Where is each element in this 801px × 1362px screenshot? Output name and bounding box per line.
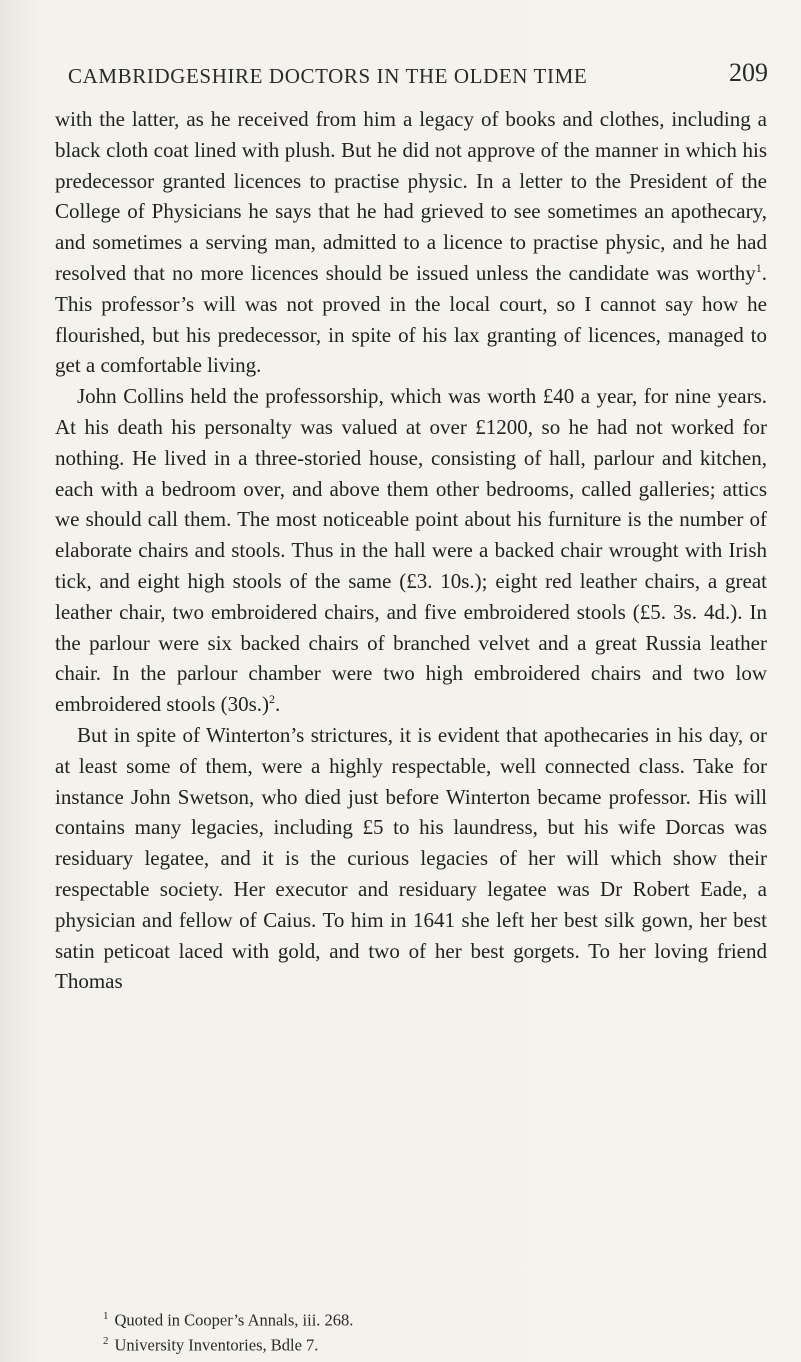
footnote	[103, 1331, 763, 1356]
paragraph-text: But in spite of Winterton’s strictures, it is evident that apothecaries in his day, or at least some of them, were a highly respectable, well connected class. Take for instance John Swetson, who died just before Winterton became professor. His will contains many legacies, including £5 to his laundress, but his wife Dorcas was residuary legatee, and it is the curious legacies of her will which show their respectable society. Her executor and residuary legatee was Dr Robert Eade, a physician and fellow of Caius. To him in 1641 she left her best silk gown, her best satin peticoat laced with gold, and two of her best gorgets. To her loving friend Thomas	[55, 722, 767, 994]
body-text	[55, 104, 767, 997]
paragraph	[55, 104, 767, 381]
paragraph-text-continued: . This professor’s will was not proved in the local court, so I cannot say how he flourished, but his predecessor, in spite of his lax granting of licences, managed to get a comfortable living.	[55, 260, 767, 378]
footnote-mark: 2	[103, 1334, 109, 1347]
footnote-text: University Inventories, Bdle 7.	[114, 1335, 319, 1354]
footnote-ref: 1	[755, 260, 762, 275]
page-header	[68, 58, 768, 94]
footnote	[103, 1306, 763, 1331]
footnote-mark: 1	[103, 1310, 109, 1322]
page-number: 209	[729, 58, 768, 87]
paragraph	[55, 720, 767, 997]
footnote-text: Quoted in Cooper’s Annals, iii. 268.	[114, 1310, 354, 1330]
paragraph	[55, 381, 767, 720]
paragraph-text: John Collins held the professorship, which was worth £40 a year, for nine years. At his death his personalty was valued at over £1200, so he had not worked for nothing. He lived in a three-storied house, consisting of hall, parlour and kitchen, each with a bedroom over, and above them other bedrooms, called galleries; attics we should call them. The most noticeable point about his furniture is the number of elaborate chairs and stools. Thus in the hall were a backed chair wrought with Irish tick, and eight high stools of the same (£3. 10s.); eight red leather chairs, a great leather chair, two embroidered chairs, and five embroidered stools (£5. 3s. 4d.). In the parlour were six backed chairs of branched velvet and a great Russia leather chair. In the parlour chamber were two high embroidered chairs and two low embroidered stools (30s.)	[55, 384, 767, 717]
footnotes	[103, 1306, 763, 1355]
running-head: CAMBRIDGESHIRE DOCTORS IN THE OLDEN TIME	[68, 64, 588, 88]
paragraph-text: with the latter, as he received from him a legacy of books and clothes, including a black cloth coat lined with plush. But he did not approve of the manner in which his predecessor granted licences to practise physic. In a letter to the President of the College of Physicians he says that he had grieved to see sometimes an apothecary, and sometimes a serving man, admitted to a licence to practise physic, and he had resolved that no more licences should be issued unless the candidate was worthy	[55, 107, 767, 285]
paragraph-text-continued: .	[275, 692, 281, 717]
footnote-ref: 2	[269, 692, 276, 707]
